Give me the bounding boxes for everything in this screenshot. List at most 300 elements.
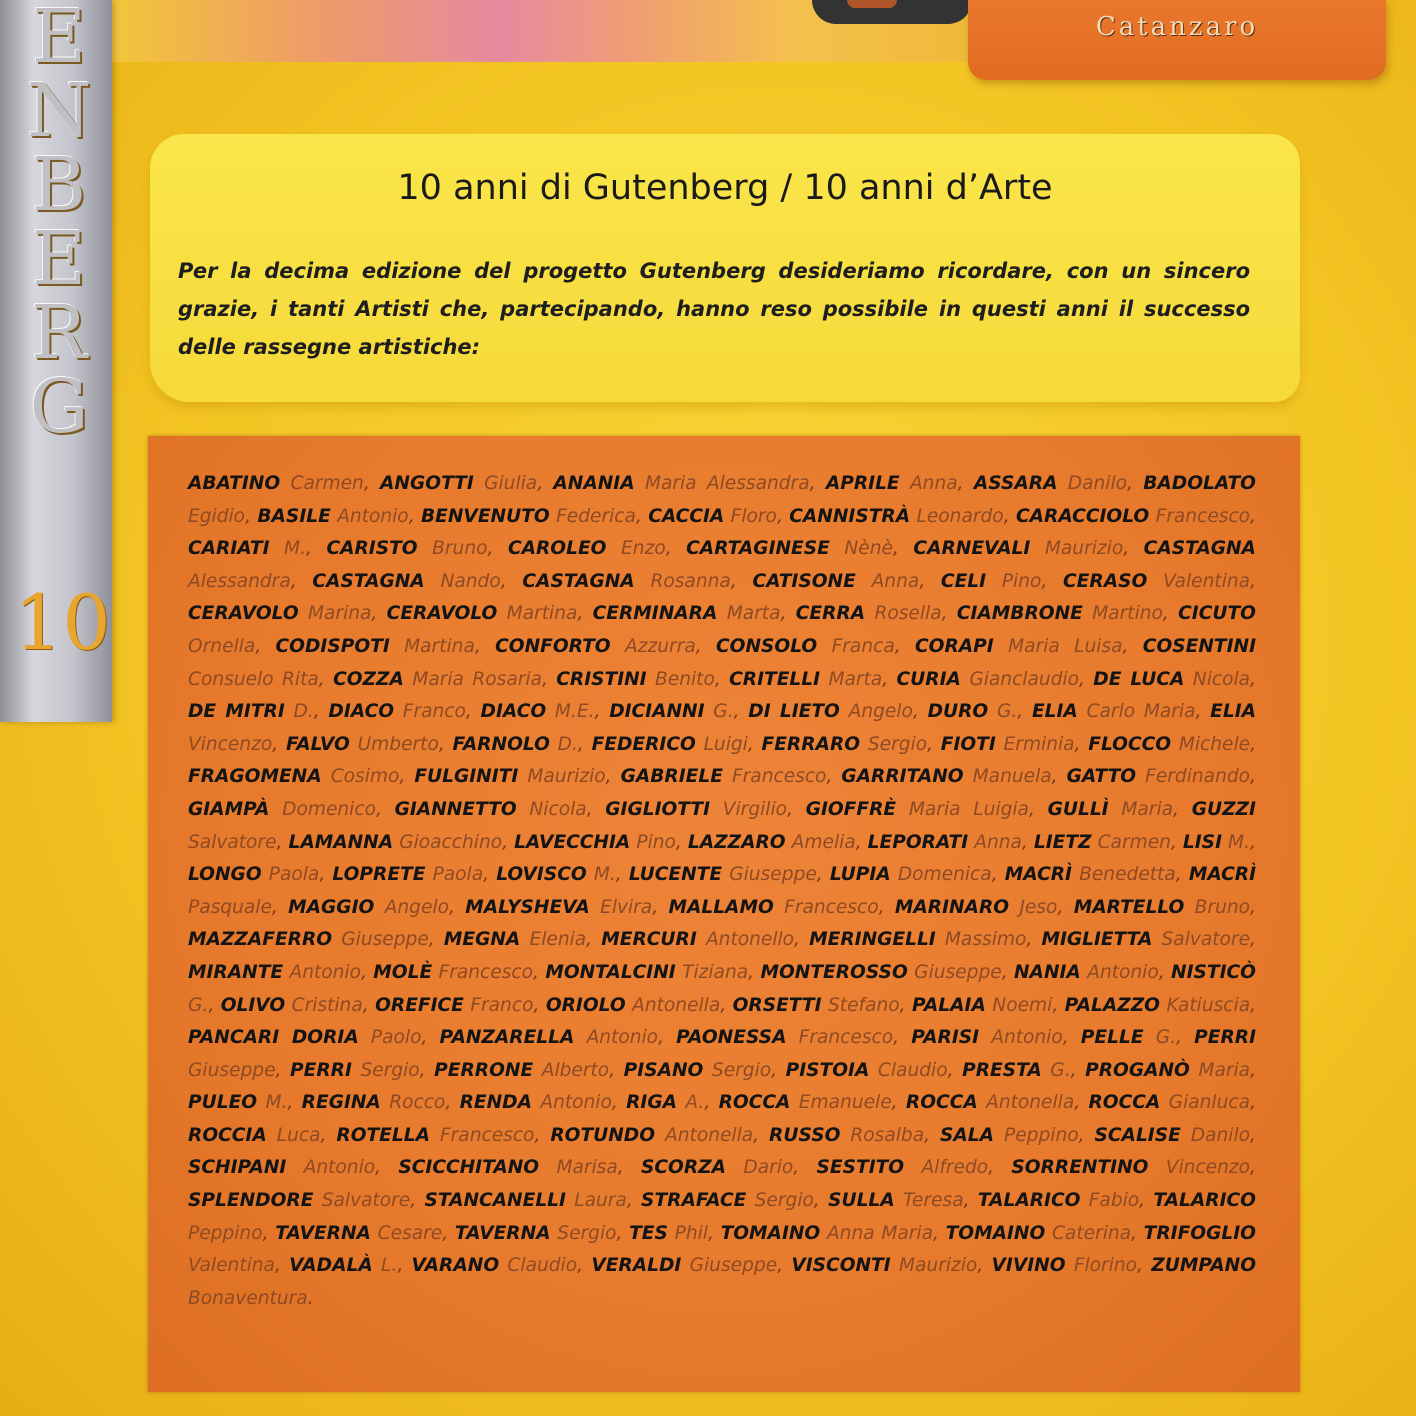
artist-entry: CONFORTO Azzurra,: [495, 635, 716, 657]
artist-surname: TALARICO: [977, 1190, 1081, 1212]
artist-surname: PRESTA: [962, 1059, 1042, 1081]
artist-given-name: Carlo Maria: [1086, 701, 1196, 723]
artist-given-name: Pasquale: [188, 896, 272, 918]
artist-entry: VISCONTI Maurizio,: [791, 1255, 992, 1277]
artist-surname: CRITELLI: [729, 668, 821, 690]
artist-surname: MALLAMO: [668, 896, 774, 918]
artist-entry: LAZZARO Amelia,: [687, 831, 868, 853]
artist-surname: CERASO: [1063, 570, 1148, 592]
artist-surname: MACRÌ: [1004, 864, 1072, 886]
artist-given-name: G.: [713, 701, 734, 723]
artist-given-name: Carmen: [290, 473, 364, 494]
artist-surname: CARNEVALI: [913, 538, 1031, 560]
artist-given-name: Antonello: [705, 929, 795, 951]
artist-surname: ANANIA: [553, 473, 635, 494]
artist-given-name: Antonio: [337, 505, 409, 527]
artist-entry: ANGOTTI Giulia,: [380, 473, 554, 494]
artist-surname: APRILE: [825, 473, 900, 494]
artist-given-name: Maria: [1121, 798, 1174, 820]
artist-given-name: G.: [1050, 1059, 1071, 1081]
artist-given-name: Azzurra: [625, 635, 696, 657]
artist-entry: TALARICO Peppino,: [188, 1190, 1256, 1244]
artist-surname: FERRARO: [761, 733, 861, 755]
artist-entry: CERRA Rosella,: [795, 603, 957, 625]
intro-panel: [150, 134, 1300, 402]
artist-entry: CELI Pino,: [940, 570, 1064, 592]
artist-given-name: Gianluca: [1168, 1092, 1250, 1114]
artist-entry: CACCIA Floro,: [648, 505, 790, 527]
artist-entry: STANCANELLI Laura,: [424, 1190, 642, 1212]
artist-entry: ORSETTI Stefano,: [732, 994, 912, 1016]
artist-surname: CORAPI: [915, 635, 994, 657]
artist-surname: TES: [629, 1222, 668, 1244]
artist-entry: MALLAMO Francesco,: [668, 896, 895, 918]
artist-surname: GIOFFRÈ: [805, 798, 897, 820]
artist-entry: SCORZA Dario,: [641, 1157, 817, 1179]
artist-surname: RIGA: [626, 1092, 677, 1114]
intro-text: Per la decima edizione del progetto Gutenberg desideriamo ricordare, con un sincero grazie, i tanti Artisti che, partecipando, hanno reso possibile in questi anni il successo delle rassegne artistiche:: [178, 259, 1250, 359]
artist-given-name: Pino: [636, 831, 676, 853]
artist-surname: CARIATI: [188, 538, 270, 560]
artist-surname: FALVO: [285, 733, 350, 755]
artist-given-name: Angelo: [384, 896, 449, 918]
artist-entry: SESTITO Alfredo,: [816, 1157, 1012, 1179]
artist-surname: PERRI: [1194, 1027, 1256, 1049]
artist-surname: LUPIA: [829, 864, 891, 886]
artist-given-name: Angelo: [848, 701, 913, 723]
artist-entry: APRILE Anna,: [825, 473, 974, 494]
artist-surname: MARTELLO: [1073, 896, 1185, 918]
artist-entry: FRAGOMENA Cosimo,: [188, 766, 415, 788]
artist-given-name: Vincenzo: [188, 733, 273, 755]
artist-surname: TAVERNA: [454, 1222, 551, 1244]
artist-entry: CIAMBRONE Martino,: [956, 603, 1179, 625]
artist-surname: GABRIELE: [620, 766, 723, 788]
artist-given-name: Anna Maria: [826, 1222, 933, 1244]
artist-surname: ASSARA: [973, 473, 1058, 494]
artist-given-name: Antonio: [289, 961, 361, 983]
artist-surname: LOVISCO: [496, 864, 587, 886]
artist-given-name: Rocco: [389, 1092, 446, 1114]
artist-surname: GIGLIOTTI: [605, 798, 711, 820]
artist-given-name: Giuseppe: [689, 1255, 778, 1277]
artist-entry: CERMINARA Marta,: [592, 603, 796, 625]
artist-surname: CONFORTO: [495, 635, 611, 657]
artist-entry: GIOFFRÈ Maria Luigia,: [805, 798, 1048, 820]
artist-surname: FLOCCO: [1088, 733, 1172, 755]
artist-surname: PERRI: [290, 1059, 352, 1081]
artist-given-name: Paola: [268, 864, 320, 886]
artist-given-name: Elvira: [600, 896, 653, 918]
artist-given-name: Ferdinando: [1145, 766, 1251, 788]
artist-given-name: Danilo: [1190, 1124, 1251, 1146]
artist-given-name: Martino: [1092, 603, 1163, 625]
artist-given-name: Sergio: [754, 1190, 814, 1212]
artist-surname: VIVINO: [991, 1255, 1066, 1277]
artist-given-name: Noemi: [992, 994, 1053, 1016]
artist-surname: CERMINARA: [592, 603, 718, 625]
artist-entry: CONSOLO Franca,: [716, 635, 916, 657]
artist-surname: ORSETTI: [732, 994, 822, 1016]
artist-given-name: Francesco: [439, 1124, 535, 1146]
artist-entry: MERCURI Antonello,: [601, 929, 810, 951]
artist-given-name: Sergio: [360, 1059, 420, 1081]
artist-surname: MAZZAFERRO: [188, 929, 333, 951]
artist-entry: LAVECCHIA Pino,: [514, 831, 688, 853]
artist-entry: MONTEROSSO Giuseppe,: [760, 961, 1014, 983]
artist-entry: PALAZZO Katiuscia,: [1064, 994, 1257, 1016]
artist-entry: CRITELLI Marta,: [729, 668, 897, 690]
artist-given-name: Federica: [556, 505, 636, 527]
artist-entry: PARISI Antonio,: [911, 1027, 1081, 1049]
artist-given-name: Tiziana: [682, 961, 749, 983]
artist-surname: LISI: [1182, 831, 1222, 853]
artist-entry: CICUTO Ornella,: [188, 603, 1256, 657]
artist-entry: PERRI Sergio,: [290, 1059, 435, 1081]
artist-surname: BASILE: [257, 505, 331, 527]
artist-surname: VERALDI: [591, 1255, 682, 1277]
side-title-band: [0, 0, 112, 722]
artist-entry: GATTO Ferdinando,: [1066, 766, 1256, 788]
artist-surname: GATTO: [1066, 766, 1137, 788]
artist-entry: MACRÌ Pasquale,: [188, 864, 1257, 918]
artist-surname: CRISTINI: [556, 668, 647, 690]
artist-entry: SPLENDORE Salvatore,: [188, 1190, 425, 1212]
artist-given-name: Domenico: [282, 798, 376, 820]
artist-surname: DICIANNI: [609, 701, 705, 723]
artist-entry: TES Phil,: [629, 1222, 721, 1244]
artist-given-name: Benedetta: [1079, 864, 1176, 886]
artist-entry: NANIA Antonio,: [1014, 961, 1172, 983]
artist-given-name: Cosimo: [330, 766, 400, 788]
artist-surname: ROTUNDO: [550, 1124, 656, 1146]
artist-entry: CORAPI Maria Luisa,: [915, 635, 1143, 657]
artist-entry: DE MITRI D.,: [188, 701, 329, 723]
artist-given-name: Virgilio: [722, 798, 788, 820]
artist-surname: PELLE: [1080, 1027, 1144, 1049]
artist-entry: DURO G.,: [927, 701, 1032, 723]
artist-entry: CASTAGNA Rosanna,: [522, 570, 753, 592]
artist-entry: TOMAINO Caterina,: [945, 1222, 1144, 1244]
artist-entry: FERRARO Sergio,: [761, 733, 941, 755]
artist-given-name: Sergio: [557, 1222, 617, 1244]
artist-entry: LOVISCO M.,: [496, 864, 629, 886]
artist-surname: PISTOIA: [785, 1059, 870, 1081]
artist-entry: RENDA Antonio,: [459, 1092, 627, 1114]
artist-given-name: Jeso: [1019, 896, 1058, 918]
artist-given-name: Maria Luigia: [908, 798, 1029, 820]
artist-given-name: Luigi: [703, 733, 748, 755]
side-edition-number: 10: [14, 578, 111, 667]
artist-entry: VARANO Claudio,: [411, 1255, 592, 1277]
artist-given-name: Paola: [432, 864, 484, 886]
artist-surname: ROCCIA: [188, 1124, 267, 1146]
artist-given-name: Gianclaudio: [969, 668, 1079, 690]
artist-surname: PARISI: [911, 1027, 980, 1049]
artist-surname: NISTICÒ: [1171, 961, 1256, 983]
artist-entry: MONTALCINI Tiziana,: [545, 961, 761, 983]
artist-surname: GIAMPÀ: [188, 798, 270, 820]
artist-given-name: Rosanna: [650, 570, 731, 592]
artist-surname: DURO: [927, 701, 989, 723]
artwork-mark: [847, 0, 897, 8]
artist-entry: REGINA Rocco,: [301, 1092, 460, 1114]
artist-surname: CARISTO: [326, 538, 418, 560]
side-title-letters: [16, 0, 102, 450]
artist-given-name: Giulia: [484, 473, 538, 494]
artist-surname: CASTAGNA: [312, 570, 425, 592]
artist-entry: ELIA Vincenzo,: [188, 701, 1256, 755]
artist-surname: LAVECCHIA: [514, 831, 631, 853]
artist-given-name: Maria Rosaria: [412, 668, 542, 690]
artist-surname: CIAMBRONE: [956, 603, 1083, 625]
artist-surname: STANCANELLI: [424, 1190, 566, 1212]
artist-given-name: Nicola: [529, 798, 587, 820]
artist-surname: FULGINITI: [414, 766, 519, 788]
artist-given-name: Dario: [743, 1157, 794, 1179]
artist-surname: SCALISE: [1094, 1124, 1181, 1146]
artist-surname: LEPORATI: [867, 831, 969, 853]
artist-surname: DE MITRI: [188, 701, 285, 723]
artist-given-name: Nando: [440, 570, 501, 592]
artist-surname: CATISONE: [752, 570, 856, 592]
artist-given-name: Anna: [871, 570, 920, 592]
artist-surname: CASTAGNA: [1143, 538, 1256, 560]
artist-entry: MACRÌ Benedetta,: [1004, 864, 1189, 886]
artist-given-name: Michele: [1178, 733, 1251, 755]
artist-entry: ROCCA Gianluca,: [1088, 1092, 1256, 1114]
artist-entry: ROCCA Antonella,: [905, 1092, 1089, 1114]
side-letter: R: [31, 290, 87, 376]
artist-entry: MIGLIETTA Salvatore,: [1041, 929, 1256, 951]
artist-surname: GULLÌ: [1047, 798, 1109, 820]
artist-given-name: Rosella: [874, 603, 942, 625]
artist-surname: TRIFOGLIO: [1143, 1222, 1256, 1244]
artist-entry: DIACO M.E.,: [480, 701, 610, 723]
artist-given-name: Luca: [276, 1124, 321, 1146]
artist-entry: GIAMPÀ Domenico,: [188, 798, 395, 820]
artist-surname: ANGOTTI: [380, 473, 474, 494]
artist-entry: MALYSHEVA Elvira,: [465, 896, 669, 918]
artist-surname: PERRONE: [434, 1059, 534, 1081]
artist-given-name: Benito: [655, 668, 715, 690]
artist-entry: TALARICO Fabio,: [977, 1190, 1154, 1212]
artist-surname: SCHIPANI: [188, 1157, 287, 1179]
artist-entry: ASSARA Danilo,: [973, 473, 1144, 494]
side-letter: N: [26, 68, 92, 154]
artist-surname: CANNISTRÀ: [789, 505, 911, 527]
artist-given-name: Caterina: [1051, 1222, 1132, 1244]
artist-entry: ANANIA Maria Alessandra,: [553, 473, 826, 494]
artist-entry: CARISTO Bruno,: [326, 538, 508, 560]
artist-surname: GIANNETTO: [394, 798, 517, 820]
artist-entry: BADOLATO Egidio,: [188, 473, 1256, 527]
artist-given-name: Leonardo: [916, 505, 1004, 527]
artist-given-name: Antonella: [986, 1092, 1075, 1114]
artist-given-name: Floro: [730, 505, 777, 527]
artist-entry: TOMAINO Anna Maria,: [720, 1222, 946, 1244]
artist-entry: ZUMPANO Bonaventura.: [188, 1255, 1256, 1309]
artist-given-name: Laura: [574, 1190, 627, 1212]
artist-given-name: Bonaventura: [188, 1287, 308, 1309]
artist-entry: PULEO M.,: [188, 1092, 302, 1114]
artist-given-name: Carmen: [1097, 831, 1171, 853]
artist-given-name: Salvatore: [188, 831, 277, 853]
artist-surname: MONTEROSSO: [760, 961, 908, 983]
artist-entry: CASTAGNA Alessandra,: [188, 538, 1256, 592]
artist-given-name: Umberto: [357, 733, 439, 755]
artist-surname: ROCCA: [1088, 1092, 1161, 1114]
artist-surname: DE LUCA: [1093, 668, 1185, 690]
artist-entry: RIGA A.,: [626, 1092, 719, 1114]
artist-given-name: Katiuscia: [1166, 994, 1251, 1016]
artist-entry: CERAVOLO Martina,: [386, 603, 593, 625]
artist-surname: ROCCA: [718, 1092, 791, 1114]
artist-entry: CERAVOLO Marina,: [188, 603, 387, 625]
artist-surname: VISCONTI: [791, 1255, 891, 1277]
artist-entry: SCHIPANI Antonio,: [188, 1157, 399, 1179]
artist-given-name: Marisa: [556, 1157, 618, 1179]
artist-surname: PALAIA: [911, 994, 986, 1016]
artist-surname: ZUMPANO: [1151, 1255, 1256, 1277]
artist-given-name: Antonio: [303, 1157, 376, 1179]
artist-surname: MARINARO: [894, 896, 1010, 918]
artist-entry: ELIA Carlo Maria,: [1031, 701, 1211, 723]
artist-entry: MEGNA Elenia,: [443, 929, 602, 951]
artist-given-name: Maria Alessandra: [644, 473, 810, 494]
artist-given-name: Francesco: [731, 766, 827, 788]
side-letter: G: [29, 364, 89, 450]
artist-given-name: Valentina: [188, 1255, 275, 1277]
artist-entry: MARTELLO Bruno,: [1073, 896, 1256, 918]
artist-surname: CELI: [940, 570, 987, 592]
artist-given-name: Maurizio: [527, 766, 606, 788]
artist-entry: DICIANNI G.,: [609, 701, 749, 723]
artist-entry: COSENTINI Consuelo Rita,: [188, 635, 1256, 690]
artist-surname: SESTITO: [816, 1157, 905, 1179]
artist-surname: GUZZI: [1191, 798, 1256, 820]
artist-entry: MERINGELLI Massimo,: [809, 929, 1042, 951]
artist-entry: GULLÌ Maria,: [1047, 798, 1192, 820]
artist-given-name: Marta: [828, 668, 883, 690]
artist-surname: REGINA: [301, 1092, 381, 1114]
artist-surname: VARANO: [411, 1255, 500, 1277]
artist-surname: STRAFACE: [641, 1190, 747, 1212]
artist-entry: VIVINO Florino,: [991, 1255, 1152, 1277]
artist-entry: CANNISTRÀ Leonardo,: [789, 505, 1016, 527]
artist-entry: ABATINO Carmen,: [188, 473, 381, 494]
artist-given-name: Teresa: [902, 1190, 964, 1212]
artist-surname: CERAVOLO: [386, 603, 498, 625]
artist-given-name: Danilo: [1067, 473, 1127, 494]
artist-entry: PALAIA Noemi,: [911, 994, 1065, 1016]
artist-surname: PAONESSA: [676, 1027, 787, 1049]
artist-entry: PROGANÒ Maria,: [1085, 1059, 1256, 1081]
artist-surname: ORIOLO: [545, 994, 626, 1016]
artist-given-name: Martina: [506, 603, 578, 625]
artist-entry: GUZZI Salvatore,: [188, 798, 1256, 853]
artist-entry: OLIVO Cristina,: [220, 994, 376, 1016]
artist-surname: CURIA: [896, 668, 961, 690]
artist-given-name: Maurizio: [1044, 538, 1124, 560]
artist-entry: LEPORATI Anna,: [867, 831, 1034, 853]
artist-entry: TAVERNA Cesare,: [275, 1222, 455, 1244]
artist-entry: VERALDI Giuseppe,: [591, 1255, 792, 1277]
artist-entry: COZZA Maria Rosaria,: [333, 668, 557, 690]
artist-given-name: Antonella: [665, 1124, 754, 1146]
side-letter: E: [31, 216, 87, 302]
artist-entry: CODISPOTI Martina,: [275, 635, 496, 657]
artist-surname: TAVERNA: [275, 1222, 371, 1244]
artist-surname: SORRENTINO: [1011, 1157, 1149, 1179]
artist-surname: TOMAINO: [945, 1222, 1046, 1244]
artist-entry: PERRI Giuseppe,: [188, 1027, 1256, 1081]
artist-given-name: Maurizio: [898, 1255, 978, 1277]
artist-given-name: Maria Luisa: [1008, 635, 1123, 657]
artist-given-name: Peppino: [188, 1222, 263, 1244]
side-letter: E: [31, 0, 87, 80]
artist-entry: SCICCHITANO Marisa,: [398, 1157, 642, 1179]
artist-given-name: Domenica: [897, 864, 992, 886]
artist-entry: PRESTA G.,: [962, 1059, 1086, 1081]
artist-surname: GARRITANO: [841, 766, 964, 788]
artist-given-name: Amelia: [791, 831, 856, 853]
artist-entry: STRAFACE Sergio,: [641, 1190, 829, 1212]
artist-given-name: L.: [381, 1255, 398, 1277]
artist-given-name: Vincenzo: [1165, 1157, 1251, 1179]
artist-surname: PALAZZO: [1064, 994, 1160, 1016]
artist-entry: CASTAGNA Nando,: [312, 570, 523, 592]
artist-entry: FALVO Umberto,: [285, 733, 453, 755]
artist-surname: MIRANTE: [188, 961, 284, 983]
artist-given-name: Marina: [307, 603, 372, 625]
artist-surname: PROGANÒ: [1085, 1059, 1190, 1081]
artists-list: [188, 468, 1256, 1315]
artist-surname: PANZARELLA: [439, 1027, 575, 1049]
artists-panel: [148, 436, 1300, 1392]
artist-given-name: Franco: [470, 994, 534, 1016]
artist-given-name: Giuseppe: [188, 1059, 276, 1081]
artist-surname: MERINGELLI: [809, 929, 936, 951]
artist-given-name: Franca: [831, 635, 895, 657]
artist-given-name: D.: [293, 701, 314, 723]
artist-given-name: Maria: [1198, 1059, 1251, 1081]
artist-surname: LUCENTE: [628, 864, 723, 886]
artist-entry: LUCENTE Giuseppe,: [628, 864, 830, 886]
artist-surname: FRAGOMENA: [188, 766, 322, 788]
artist-given-name: Alberto: [541, 1059, 610, 1081]
artist-surname: DI LIETO: [748, 701, 840, 723]
artist-entry: FULGINITI Maurizio,: [414, 766, 621, 788]
artist-given-name: Peppino: [1004, 1124, 1079, 1146]
artist-entry: PELLE G.,: [1080, 1027, 1195, 1049]
artist-surname: ELIA: [1031, 701, 1078, 723]
artist-given-name: Emanuele: [798, 1092, 892, 1114]
artist-surname: TOMAINO: [720, 1222, 821, 1244]
artist-entry: ORIOLO Antonella,: [545, 994, 733, 1016]
artist-surname: MIGLIETTA: [1041, 929, 1153, 951]
artist-entry: PANZARELLA Antonio,: [439, 1027, 677, 1049]
artist-surname: ABATINO: [188, 473, 281, 494]
artist-entry: LOPRETE Paola,: [332, 864, 497, 886]
artist-surname: MEGNA: [443, 929, 521, 951]
artist-given-name: Martina: [404, 635, 475, 657]
artist-entry: NISTICÒ G.,: [188, 961, 1256, 1016]
artist-entry: BENVENUTO Federica,: [421, 505, 649, 527]
artist-surname: CERRA: [795, 603, 866, 625]
artist-surname: FEDERICO: [591, 733, 696, 755]
artist-given-name: Giuseppe: [341, 929, 429, 951]
